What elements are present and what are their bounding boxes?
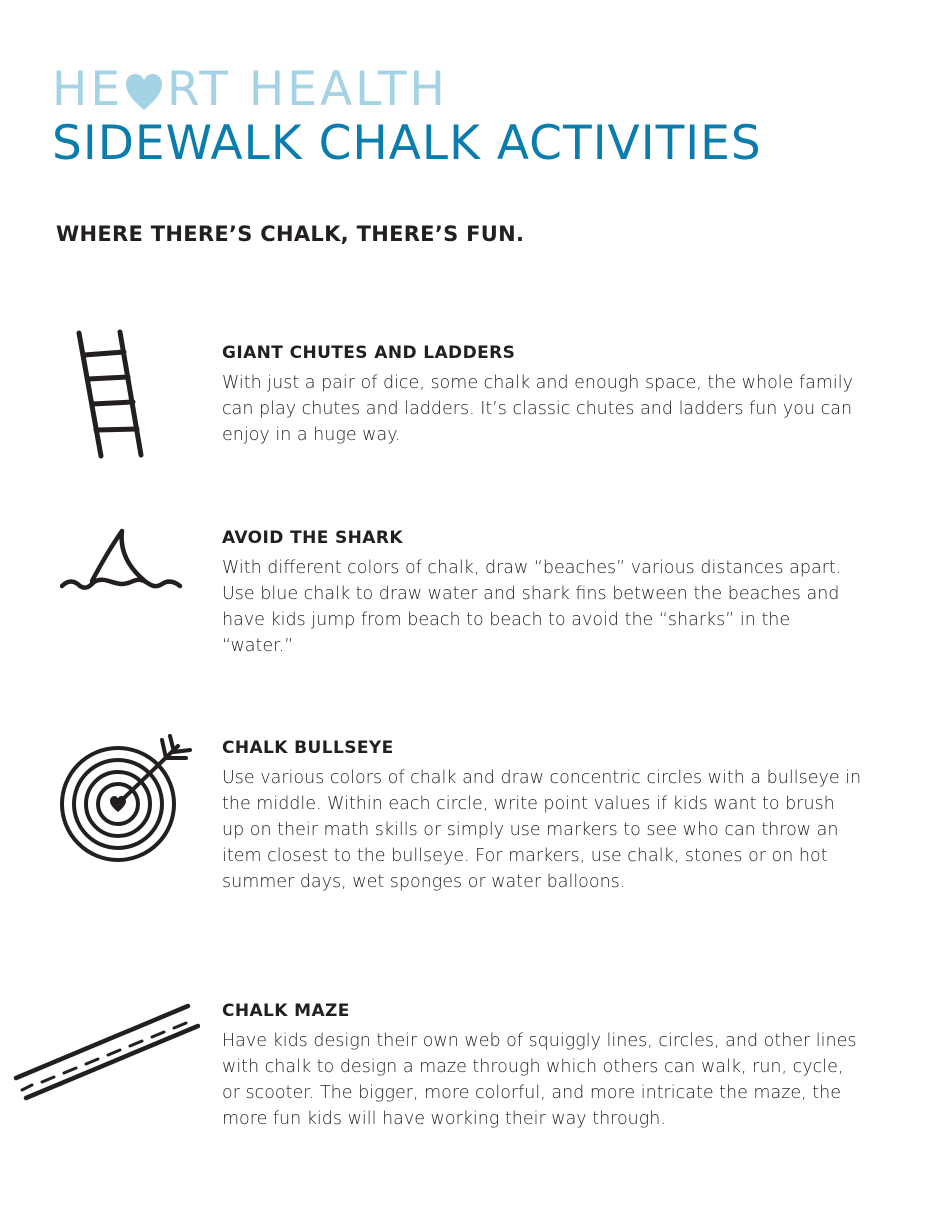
activity-description: With just a pair of dice, some chalk and enough space, the whole family can play chutes and ladders. It’s classic chutes and ladders fun you can enjoy in a huge way. — [222, 373, 853, 445]
ladder-icon — [72, 328, 152, 462]
tagline: WHERE THERE’S CHALK, THERE’S FUN. — [56, 222, 525, 246]
activity-title: CHALK MAZE — [222, 1001, 350, 1021]
activity-description: With different colors of chalk, draw “beaches” various distances apart. Use blue chalk to draw water and shark fins between the beaches and have kids jump from beach to beach to avoid the “sharks” in the “water.” — [222, 558, 842, 656]
activity-description: Have kids design their own web of squiggly lines, circles, and other lines with chalk to design a maze through which others can walk, run, cycle, or scooter. The bigger, more colorful, and more intricate the maze, the more fun kids will have working their way through. — [222, 1031, 857, 1129]
page-header — [52, 62, 762, 170]
heart-icon — [125, 70, 163, 110]
title-heart-health — [52, 62, 762, 118]
road-icon — [10, 1000, 200, 1108]
activity-chalk-bullseye — [222, 736, 862, 895]
activity-description: Use various colors of chalk and draw concentric circles with a bullseye in the middle. Within each circle, write point values if kids want to brush up on their math skills or simply use markers to see who can throw an item closest to the bullseye. For markers, use chalk, stones or on hot summer days, wet sponges or water balloons. — [222, 768, 862, 892]
activity-chutes-and-ladders — [222, 341, 862, 448]
activity-avoid-the-shark — [222, 526, 862, 659]
page-title: SIDEWALK CHALK ACTIVITIES — [52, 116, 762, 171]
title-part-2: RT HEALTH — [167, 62, 448, 117]
title-part-1: HE — [52, 62, 124, 117]
activity-title: GIANT CHUTES AND LADDERS — [222, 343, 516, 363]
shark-fin-icon — [60, 526, 184, 596]
bullseye-icon — [60, 734, 194, 868]
activity-chalk-maze — [222, 999, 862, 1132]
activity-title: AVOID THE SHARK — [222, 528, 403, 548]
activity-title: CHALK BULLSEYE — [222, 738, 394, 758]
